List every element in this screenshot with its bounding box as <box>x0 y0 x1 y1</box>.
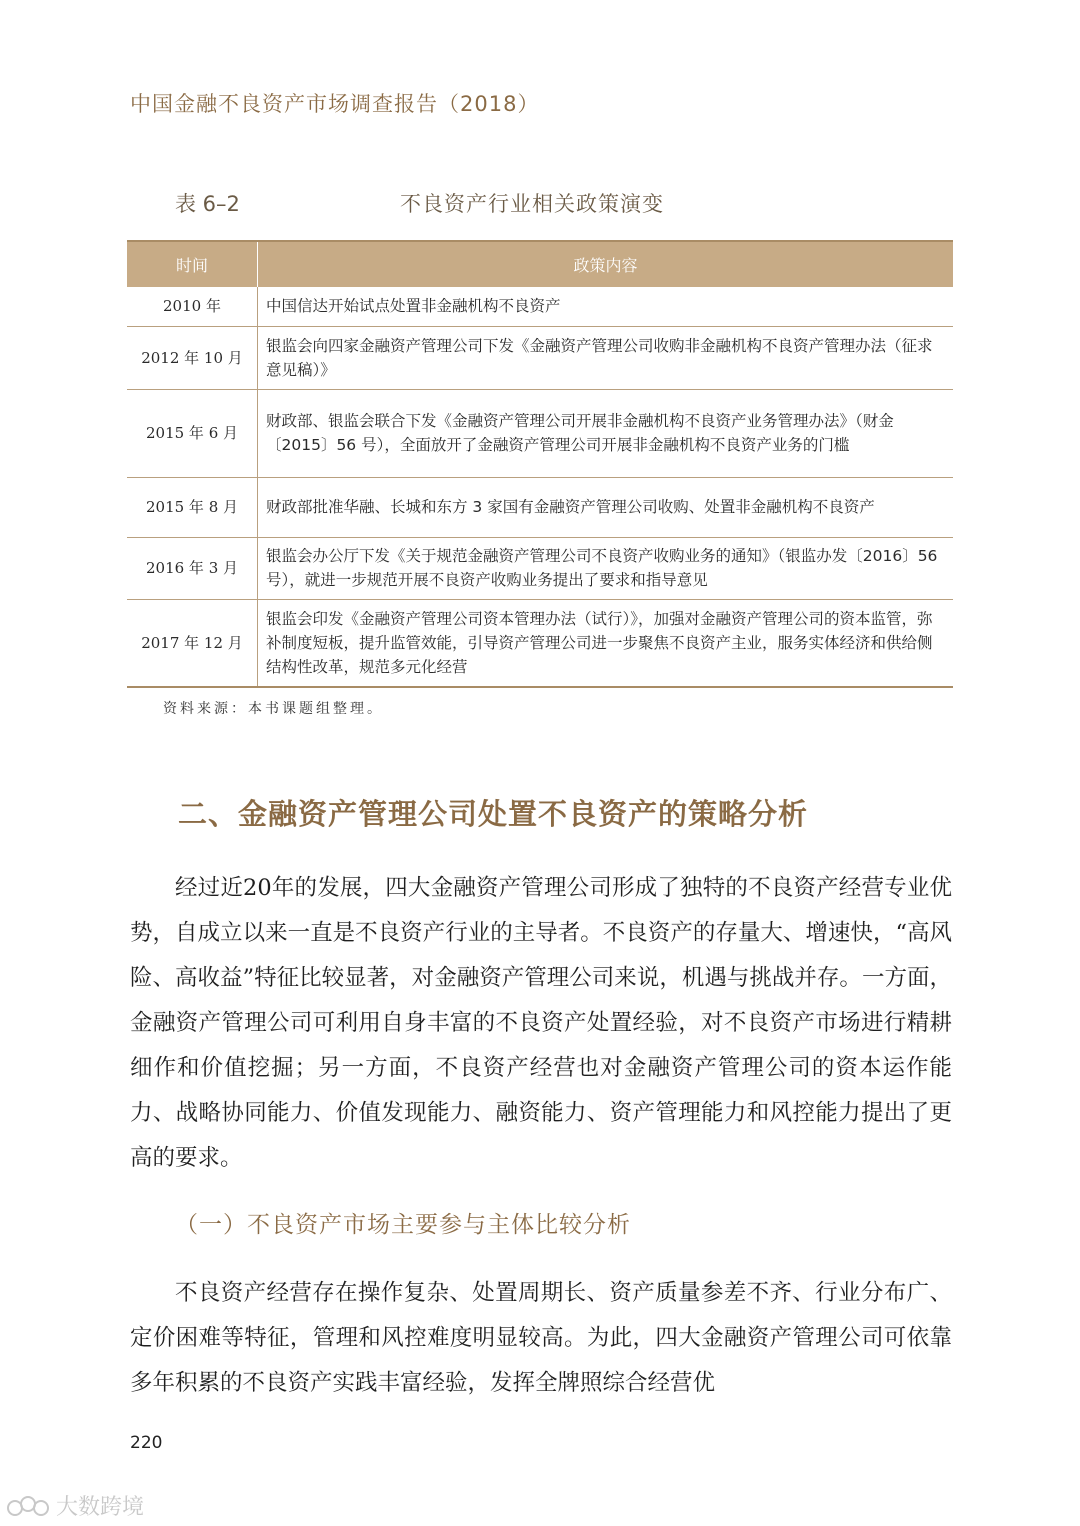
row-time: 2015 年 8 月 <box>127 477 258 537</box>
column-header-time: 时间 <box>127 241 258 287</box>
body-paragraph: 经过近20年的发展，四大金融资产管理公司形成了独特的不良资产经营专业优势，自成立以来一直是不良资产行业的主导者。不良资产的存量大、增速快，“高风险、高收益”特征比较显著，对金融资产管理公司来说，机遇与挑战并存。一方面，金融资产管理公司可利用自身丰富的不良资产处置经验，对不良资产市场进行精耕细作和价值挖掘；另一方面，不良资产经营也对金融资产管理公司的资本运作能力、战略协同能力、价值发现能力、融资能力、资产管理能力和风控能力提出了更高的要求。 <box>130 875 952 1171</box>
row-time: 2010 年 <box>127 287 258 326</box>
row-content: 财政部批准华融、长城和东方 3 家国有金融资产管理公司收购、处置非金融机构不良资产 <box>258 477 954 537</box>
row-time: 2012 年 10 月 <box>127 326 258 389</box>
policy-table <box>127 240 953 688</box>
page-number: 220 <box>130 1433 163 1453</box>
row-time: 2017 年 12 月 <box>127 599 258 687</box>
table-row <box>127 599 953 687</box>
table-header-row <box>127 241 953 287</box>
row-content: 银监会印发《金融资产管理公司资本管理办法（试行）》，加强对金融资产管理公司的资本监管，弥补制度短板，提升监管效能，引导资产管理公司进一步聚焦不良资产主业，服务实体经济和供给侧结构性改革，规范多元化经营 <box>258 599 954 687</box>
table-caption-number: 表 6–2 <box>175 192 240 216</box>
table-caption-title: 不良资产行业相关政策演变 <box>400 192 664 216</box>
row-content: 中国信达开始试点处置非金融机构不良资产 <box>258 287 954 326</box>
row-content: 银监会向四家金融资产管理公司下发《金融资产管理公司收购非金融机构不良资产管理办法（征求意见稿）》 <box>258 326 954 389</box>
table-row <box>127 326 953 389</box>
table-row <box>127 389 953 477</box>
table-row <box>127 477 953 537</box>
row-content: 银监会办公厅下发《关于规范金融资产管理公司不良资产收购业务的通知》（银监办发〔2016〕56 号），就进一步规范开展不良资产收购业务提出了要求和指导意见 <box>258 537 954 599</box>
table-row <box>127 537 953 599</box>
row-content: 财政部、银监会联合下发《金融资产管理公司开展非金融机构不良资产业务管理办法》（财金〔2015〕56 号），全面放开了金融资产管理公司开展非金融机构不良资产业务的门槛 <box>258 389 954 477</box>
column-header-content: 政策内容 <box>258 241 954 287</box>
watermark-logo-icon <box>6 1494 50 1518</box>
watermark <box>6 1490 144 1521</box>
body-paragraph: 不良资产经营存在操作复杂、处置周期长、资产质量参差不齐、行业分布广、定价困难等特征，管理和风控难度明显较高。为此，四大金融资产管理公司可依靠多年积累的不良资产实践丰富经验，发挥全牌照综合经营优 <box>130 1280 952 1396</box>
sub-heading: （一）不良资产市场主要参与主体比较分析 <box>175 1212 631 1238</box>
row-time: 2016 年 3 月 <box>127 537 258 599</box>
row-time: 2015 年 6 月 <box>127 389 258 477</box>
section-heading: 二、金融资产管理公司处置不良资产的策略分析 <box>178 797 809 831</box>
table-row <box>127 287 953 326</box>
watermark-text: 大数跨境 <box>56 1495 145 1520</box>
table-source-note: 资料来源：本书课题组整理。 <box>163 701 384 717</box>
running-header: 中国金融不良资产市场调查报告（2018） <box>130 92 540 116</box>
